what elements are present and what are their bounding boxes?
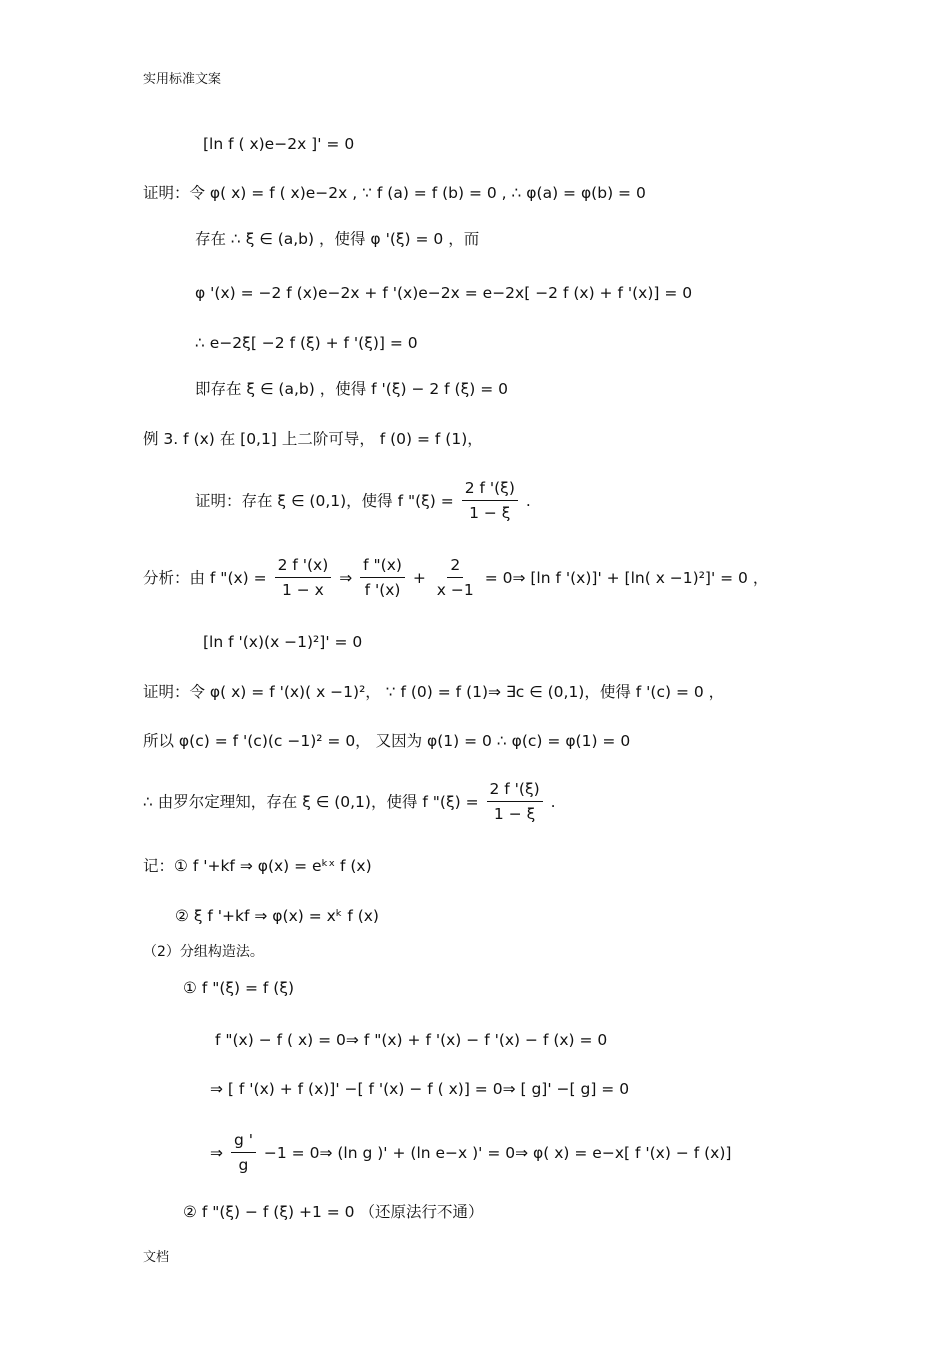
page-footer: 文档 [143, 1250, 170, 1265]
note-line-2: ② ξ f '+kf ⇒ φ(x) = xᵏ f (x) [175, 907, 379, 925]
fraction-numerator: 2 f '(ξ) [487, 779, 543, 802]
note-line-1: 记：① f '+kf ⇒ φ(x) = eᵏˣ f (x) [143, 857, 372, 875]
analysis-fraction-1 [275, 555, 332, 600]
equation-line-1: [ln f ( x)e−2x ]' = 0 [203, 135, 355, 153]
fraction-numerator: 2 f '(ξ) [462, 478, 518, 501]
fraction-numerator: 2 f '(x) [275, 555, 332, 578]
equation-line-2: [ln f '(x)(x −1)²]' = 0 [203, 633, 363, 651]
case-1-statement: ① f "(ξ) = f (ξ) [183, 979, 295, 997]
claim-period: . [525, 491, 531, 510]
proof-line-2: 存在 ∴ ξ ∈ (a,b) ，使得 φ '(ξ) = 0 ，而 [195, 230, 480, 248]
implies-arrow: ⇒ [339, 568, 353, 587]
claim-text: 证明：存在 ξ ∈ (0,1)，使得 f "(ξ) = [195, 491, 454, 510]
conclusion-text: ∴ 由罗尔定理知，存在 ξ ∈ (0,1)，使得 f "(ξ) = [143, 792, 479, 811]
claim-fraction [462, 478, 518, 523]
proof-line-3: φ '(x) = −2 f (x)e−2x + f '(x)e−2x = e−2x[ −2 f (x) + f '(x)] = 0 [195, 284, 693, 302]
analysis-line [143, 555, 768, 600]
proof-conclusion-1: 即存在 ξ ∈ (a,b) ，使得 f '(ξ) − 2 f (ξ) = 0 [195, 380, 508, 398]
conclusion-fraction [487, 779, 543, 824]
fraction-denominator: 1 − ξ [469, 504, 511, 522]
fraction-numerator: 2 [447, 555, 463, 578]
implies-arrow: ⇒ [210, 1143, 223, 1162]
proof-2-conclusion [143, 779, 556, 824]
analysis-fraction-3 [434, 555, 477, 600]
fraction-numerator: g ' [231, 1130, 256, 1153]
case-1-step-3 [210, 1130, 731, 1175]
page-header: 实用标准文案 [143, 72, 222, 87]
fraction-numerator: f "(x) [360, 555, 405, 578]
step-tail: −1 = 0⇒ (ln g )' + (ln e−x )' = 0⇒ φ( x) = e−x[ f '(x) − f (x)] [263, 1143, 732, 1162]
case-1-step-1: f "(x) − f ( x) = 0⇒ f "(x) + f '(x) − f '(x) − f (x) = 0 [215, 1031, 608, 1049]
analysis-text: 分析：由 f "(x) = [143, 568, 267, 587]
case-2-statement: ② f "(ξ) − f (ξ) +1 = 0 （还原法行不通） [183, 1203, 484, 1221]
step-fraction [231, 1130, 256, 1175]
proof-line-1: 证明：令 φ( x) = f ( x)e−2x , ∵ f (a) = f (b) = 0 , ∴ φ(a) = φ(b) = 0 [143, 184, 646, 202]
plus-sign: + [412, 568, 426, 587]
case-1-step-2: ⇒ [ f '(x) + f (x)]' −[ f '(x) − f ( x)] = 0⇒ [ g]' −[ g] = 0 [210, 1080, 630, 1098]
section-heading: （2）分组构造法。 [143, 944, 264, 960]
proof-2-line-2: 所以 φ(c) = f '(c)(c −1)² = 0， 又因为 φ(1) = 0 ∴ φ(c) = φ(1) = 0 [143, 732, 631, 750]
proof-line-4: ∴ e−2ξ[ −2 f (ξ) + f '(ξ)] = 0 [195, 334, 418, 352]
fraction-denominator: x −1 [436, 581, 474, 599]
example-3-claim [195, 478, 531, 523]
fraction-denominator: 1 − ξ [493, 805, 536, 823]
analysis-tail: = 0⇒ [ln f '(x)]' + [ln( x −1)²]' = 0 ， [484, 568, 769, 587]
analysis-fraction-2 [360, 555, 405, 600]
fraction-denominator: g [238, 1156, 249, 1174]
proof-2-line-1: 证明：令 φ( x) = f '(x)( x −1)²， ∵ f (0) = f (1)⇒ ∃c ∈ (0,1)，使得 f '(c) = 0 ， [143, 683, 725, 701]
example-3-statement: 例 3. f (x) 在 [0,1] 上二阶可导， f (0) = f (1)， [143, 430, 483, 448]
conclusion-period: . [550, 792, 556, 811]
fraction-denominator: 1 − x [281, 581, 324, 599]
fraction-denominator: f '(x) [364, 581, 401, 599]
